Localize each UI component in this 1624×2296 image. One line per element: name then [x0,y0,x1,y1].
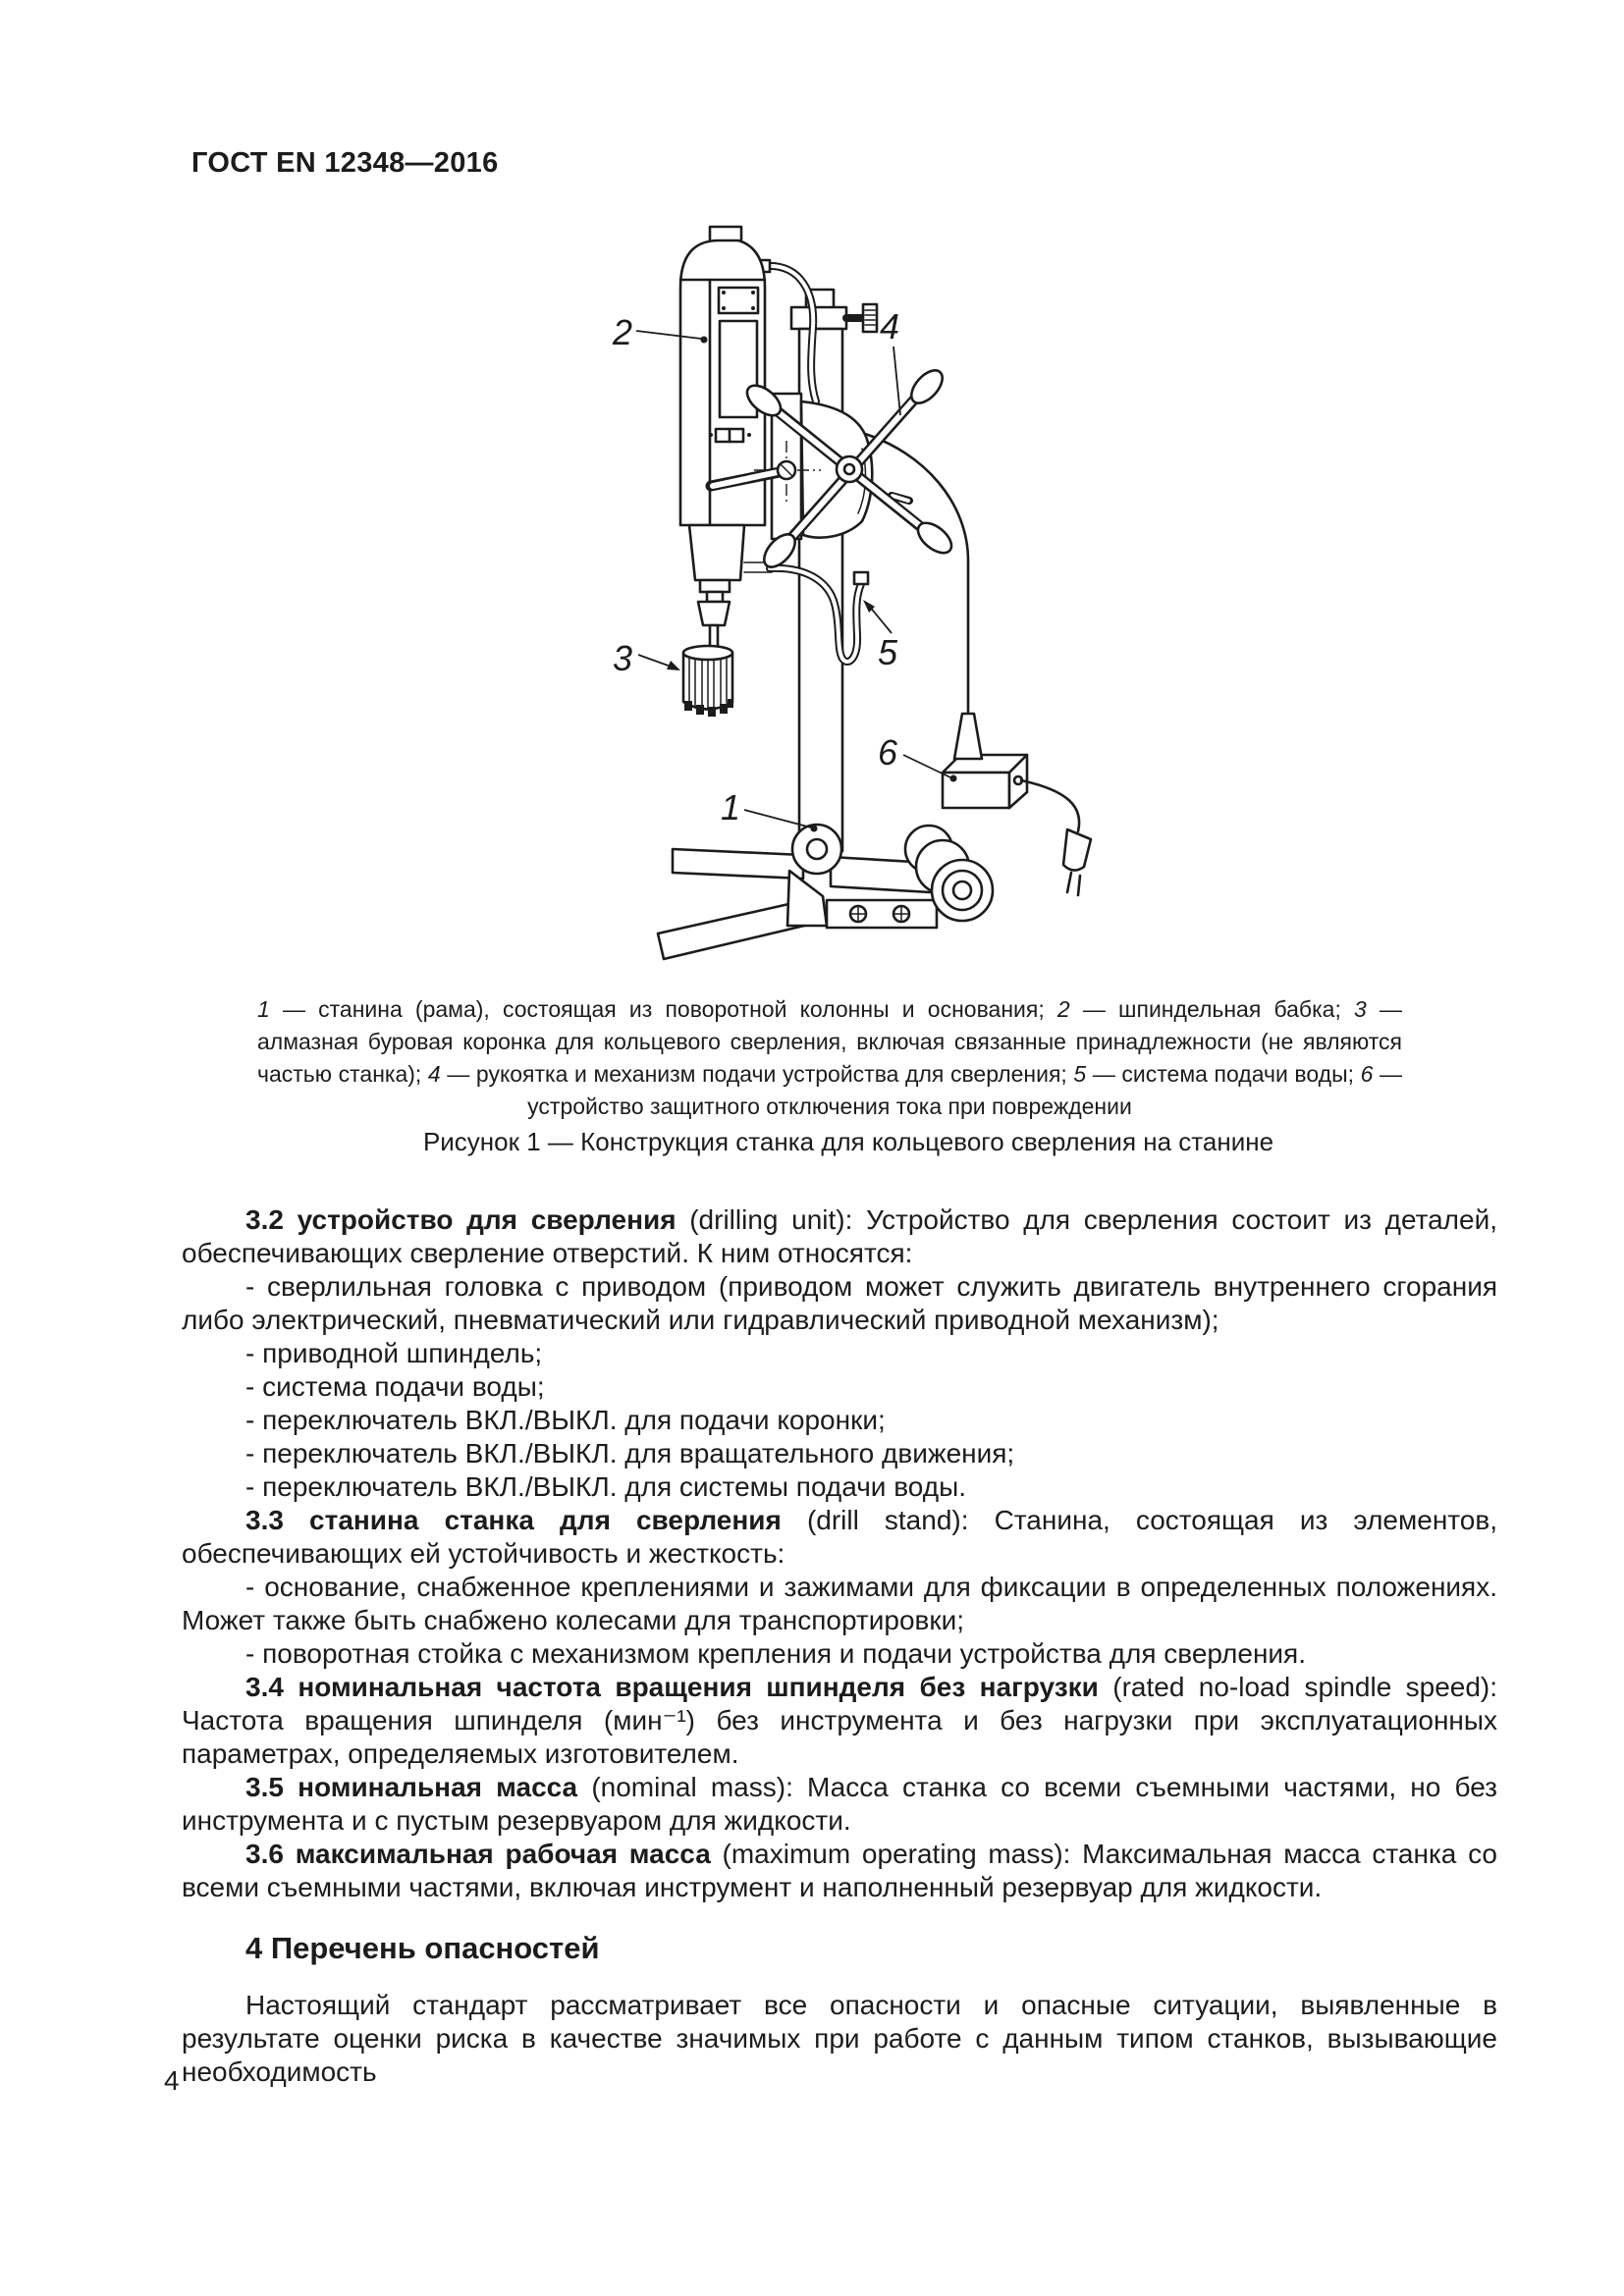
drill-motor [680,227,772,651]
swivel-hub [792,825,841,874]
list-item: - система подачи воды; [245,1371,545,1402]
caption-ref-1: 1 [257,996,270,1022]
callout-4: 4 [880,306,900,347]
definition-3-3 [182,1504,1497,1571]
callout-1: 1 [721,787,741,828]
callout-5: 5 [878,632,898,672]
caption-text-2: — шпиндельная бабка; [1069,996,1355,1022]
page-number: 4 [164,2065,180,2096]
list-item: - переключатель ВКЛ./ВЫКЛ. для вращательного движения; [245,1438,1015,1468]
term-name: номинальная масса [298,1772,578,1802]
term-name: устройство для сверления [297,1204,677,1235]
definition-3-4 [182,1671,1497,1771]
list-item: - приводной шпиндель; [245,1338,543,1368]
definition-3-6 [182,1838,1497,1904]
caption-ref-6: 6 [1360,1061,1374,1087]
term-number: 3.4 [245,1672,284,1702]
cable-strain-relief [954,714,982,759]
term-number: 3.2 [245,1204,284,1235]
term-definition: (nominal mass): Масса станка со всеми съемными частями, но без инструмента и с пустым резервуаром для жидкости. [182,1772,1498,1836]
figure-title: Рисунок 1 — Конструкция станка для кольцевого сверления на станине [422,1127,1274,1156]
caption-ref-4: 4 [427,1061,441,1087]
drive-spindle [698,580,730,651]
list-item: - сверлильная головка с приводом (приводом может служить двигатель внутреннего сгорания либо электрический, пневматический или гидравлический приводной механизм); [182,1271,1497,1335]
term-definition: (drill stand): Станина, состоящая из элементов, обеспечивающих ей устойчивость и жесткость: [182,1505,1498,1569]
mains-plug [1063,829,1091,871]
caption-text-4: — рукоятка и механизм подачи устройства для сверления; [440,1061,1074,1087]
section-4-heading: 4 Перечень опасностей [245,1931,600,1965]
core-drill-bit [683,646,733,717]
list-item: - переключатель ВКЛ./ВЫКЛ. для подачи коронки; [245,1405,886,1435]
figure-drawing [579,211,1424,996]
caption-ref-2: 2 [1056,996,1070,1022]
callout-3-group [613,638,680,678]
term-name: максимальная рабочая масса [295,1839,711,1869]
list-item: - переключатель ВКЛ./ВЫКЛ. для системы подачи воды. [245,1471,966,1502]
caption-text-3: — алмазная буровая коронка для кольцевого сверления, включая связанные принадлежности (не являются частью станка); [257,996,1402,1087]
stand-base [658,825,993,959]
caption-ref-3: 3 [1354,996,1367,1022]
callout-5-group [863,600,898,672]
callout-6-group [878,732,957,782]
term-name: номинальная частота вращения шпинделя без нагрузки [298,1672,1099,1702]
term-definition: (drilling unit): Устройство для сверления состоит из деталей, обеспечивающих сверление отверстий. К ним относятся: [182,1204,1498,1268]
caption-text-6: — устройство защитного отключения тока при повреждении [527,1061,1403,1119]
term-number: 3.5 [245,1772,284,1802]
term-number: 3.3 [245,1505,284,1535]
callout-4-group [880,306,900,415]
section-4-paragraph: Настоящий стандарт рассматривает все опасности и опасные ситуации, выявленные в результате оценки риска в качестве значимых при работе с данным типом станков, вызывающие необходимость [182,1990,1497,2087]
figure-caption [257,993,1402,1123]
list-item: - поворотная стойка с механизмом крепления и подачи устройства для сверления. [245,1638,1306,1669]
term-definition: (rated no-load spindle speed): Частота вращения шпинделя (мин⁻¹) без инструмента и без нагрузки при эксплуатационных параметрах, определяемых изготовителем. [182,1672,1498,1769]
callout-6: 6 [878,732,898,773]
callout-2: 2 [613,312,633,352]
definition-3-5 [182,1771,1497,1838]
page-header: ГОСТ EN 12348—2016 [191,147,499,179]
definition-3-2 [182,1203,1497,1270]
callout-3: 3 [613,638,633,678]
base-leg-upper [673,849,803,879]
list-item: - основание, снабженное креплениями и зажимами для фиксации в определенных положениях. Может также быть снабжено колесами для транспортировки; [182,1572,1497,1635]
term-name: станина станка для сверления [309,1505,782,1535]
column-clamp-screw [863,304,877,332]
power-cable [862,433,968,716]
caption-text-1: — станина (рама), состоящая из поворотной колонны и основания; [269,996,1057,1022]
caption-ref-5: 5 [1073,1061,1087,1087]
term-definition: (maximum operating mass): Максимальная масса станка со всеми съемными частями, включая инструмент и наполненный резервуар для жидкости. [182,1839,1498,1902]
base-bolt-plate [827,900,937,928]
body-text [182,1203,1497,2089]
term-number: 3.6 [245,1839,284,1869]
caption-text-5: — система подачи воды; [1086,1061,1361,1087]
